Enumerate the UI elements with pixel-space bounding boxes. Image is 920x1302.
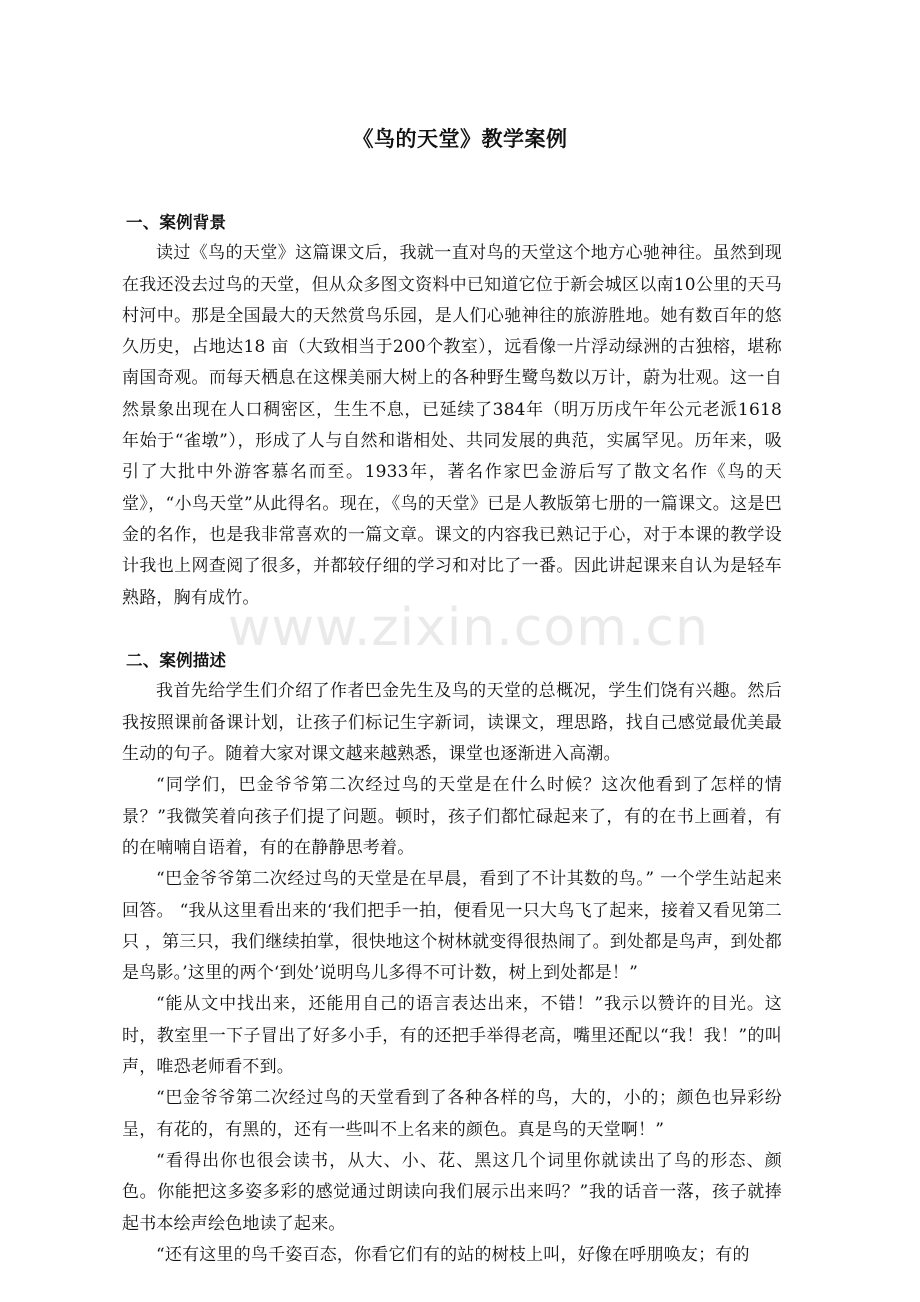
paragraph: “巴金爷爷第二次经过鸟的天堂看到了各种各样的鸟，大的，小的；颜色也异彩纷呈，有花的，有黑的，还有一些叫不上名来的颜色。真是鸟的天堂啊！” [122,1088,782,1140]
document-title: 《鸟的天堂》教学案例 [352,127,568,151]
paragraph: “同学们，巴金爷爷第二次经过鸟的天堂是在什么时候？这次他看到了怎样的情景？”我微笑着向孩子们提了问题。顿时，孩子们都忙碌起来了，有的在书上画着，有的在喃喃自语着，有的在静静思考着。 [122,775,782,858]
section-spacer [122,614,782,645]
paragraph: “巴金爷爷第二次经过鸟的天堂是在早晨，看到了不计其数的鸟。” 一个学生站起来回答。 “我从这里看出来的‘我们把手一拍，便看见一只大鸟飞了起来，接着又看见第二只 ，第三只，我们继续拍掌，很快地这个树林就变得很热闹了。到处都是鸟声，到处都是鸟影。’这里的两个‘到处’说明鸟儿多得不可计数，树上到处都是！” [122,869,782,984]
section-heading-description: 二、案例描述 [126,651,227,671]
watermark: www.zixin.com.cn [228,598,709,658]
section-heading-background: 一、案例背景 [126,213,227,232]
document-body [122,207,782,1271]
paragraph: 读过《鸟的天堂》这篇课文后，我就一直对鸟的天堂这个地方心驰神往。虽然到现在我还没去过鸟的天堂，但从众多图文资料中已知道它位于新会城区以南10公里的天马村河中。那是全国最大的天然赏鸟乐园，是人们心驰神往的旅游胜地。她有数百年的悠久历史，占地达18 亩（大致相当于200个教室），远看像一片浮动绿洲的古独榕，堪称南国奇观。而每天栖息在这棵美丽大树上的各种野生鹭鸟数以万计，蔚为壮观。这一自然景象出现在人口稠密区，生生不息，已延续了384年（明万历戌午年公元老派1618年始于“雀墩”），形成了人与自然和谐相处、共同发展的典范，实属罕见。历年来，吸引了大批中外游客慕名而至。1933年，著名作家巴金游后写了散文名作《鸟的天堂》，“小鸟天堂”从此得名。现在，《鸟的天堂》已是人教版第七册的一篇课文。这是巴金的名作，也是我非常喜欢的一篇文章。课文的内容我已熟记于心，对于本课的教学设计我也上网查阅了很多，并都较仔细的学习和对比了一番。因此讲起课来自认为是轻车熟路，胸有成竹。 [122,243,782,608]
paragraph: “还有这里的鸟千姿百态，你看它们有的站的树枝上叫，好像在呼朋唤友；有的 [156,1244,750,1265]
paragraph: “看得出你也很会读书，从大、小、花、黑这几个词里你就读出了鸟的形态、颜色。你能把这多姿多彩的感觉通过朗读向我们展示出来吗？”我的话音一落，孩子就捧起书本绘声绘色地读了起来。 [122,1150,782,1234]
paragraph: 我首先给学生们介绍了作者巴金先生及鸟的天堂的总概况，学生们饶有兴趣。然后我按照课前备课计划，让孩子们标记生字新词，读课文，理思路，找自己感觉最优美最生动的句子。随着大家对课文越来越熟悉，课堂也逐渐进入高潮。 [122,681,782,765]
paragraph: “能从文中找出来，还能用自己的语言表达出来，不错！”我示以赞许的目光。这时，教室里一下子冒出了好多小手，有的还把手举得老高，嘴里还配以“我！我！”的叫声，唯恐老师看不到。 [122,994,782,1078]
